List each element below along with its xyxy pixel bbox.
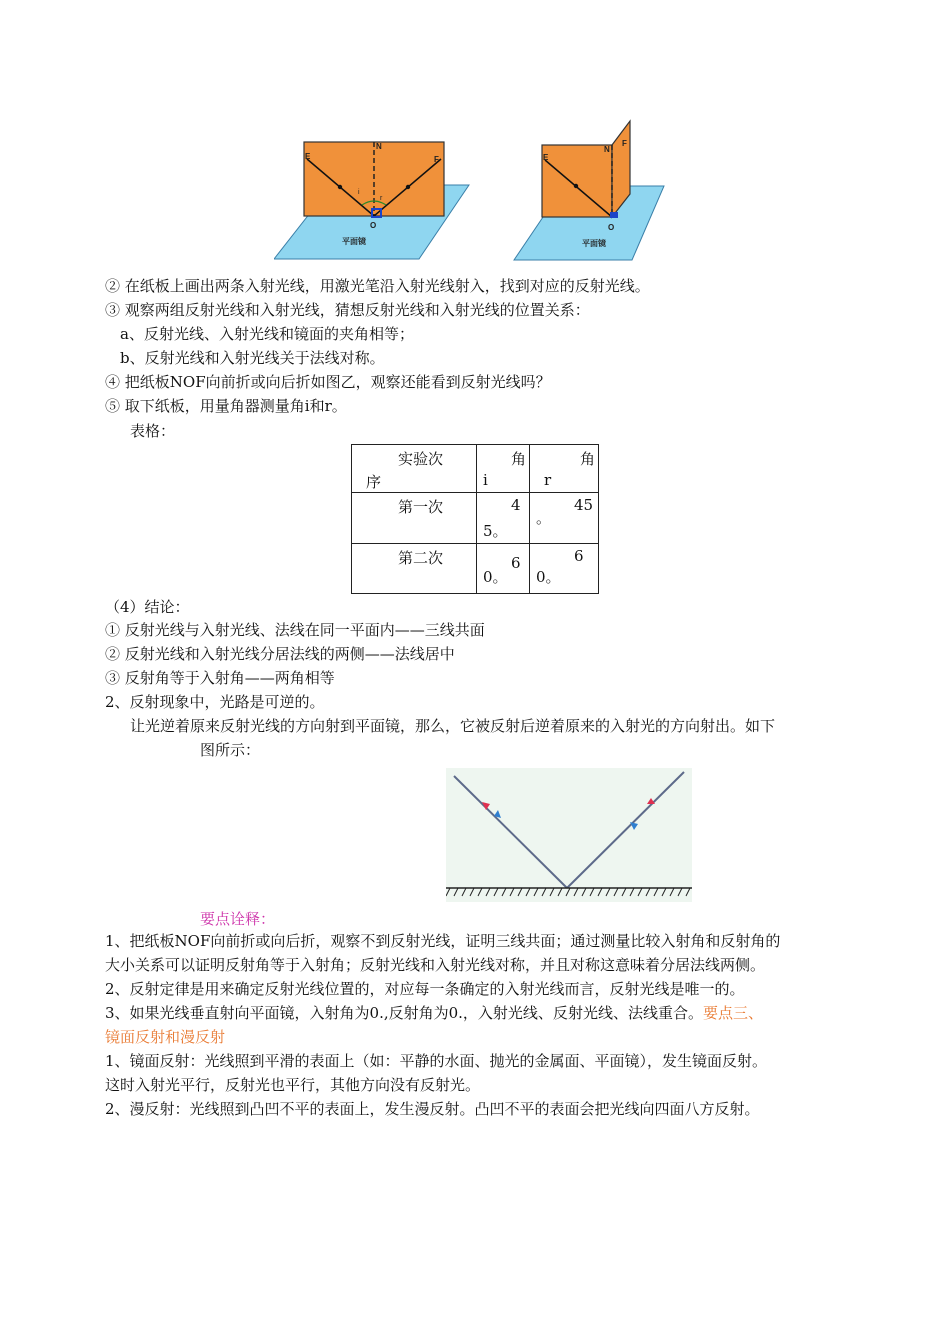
row1-angle-i: 4 5。 bbox=[477, 493, 530, 544]
diffuse-1: 2、漫反射：光线照到凸凹不平的表面上，发生漫反射。凸凹不平的表面会把光线向四面八方反射。 bbox=[105, 1100, 760, 1118]
table-label: 表格： bbox=[130, 422, 176, 440]
step-4: ④ 把纸板NOF向前折或向后折如图乙，观察还能看到反射光线吗？ bbox=[105, 373, 551, 391]
step-3a: a、反射光线、入射光线和镜面的夹角相等； bbox=[120, 325, 414, 343]
mirror-mark bbox=[610, 212, 618, 218]
note-2: 2、反射定律是用来确定反射光线位置的，对应每一条确定的入射光线而言，反射光线是唯一的。 bbox=[105, 980, 745, 998]
conclusion-3: ③ 反射角等于入射角——两角相等 bbox=[105, 669, 335, 687]
note-1: 1、把纸板NOF向前折或向后折，观察不到反射光线，证明三线共面；通过测量比较入射角和反射角的 bbox=[105, 932, 781, 950]
label-F: F bbox=[622, 139, 627, 148]
row1-angle-r: 。 45 bbox=[530, 493, 599, 544]
arrow-dot bbox=[406, 185, 410, 189]
figure-background bbox=[446, 768, 692, 902]
conclusion-1: ① 反射光线与入射光线、法线在同一平面内——三线共面 bbox=[105, 621, 485, 639]
conclusion-2: ② 反射光线和入射光线分居法线的两侧——法线居中 bbox=[105, 645, 455, 663]
conclusion-title: （4）结论： bbox=[105, 598, 190, 616]
label-N: N bbox=[376, 142, 382, 151]
specular-1-cont: 这时入射光平行，反射光也平行，其他方向没有反射光。 bbox=[105, 1076, 481, 1094]
note-3: 3、如果光线垂直射向平面镜，入射角为0.,反射角为0.，入射光线、反射光线、法线重合。要点三、 bbox=[105, 1004, 763, 1022]
specular-1: 1、镜面反射：光线照到平滑的表面上（如：平静的水面、抛光的金属面、平面镜），发生镜面反射。 bbox=[105, 1052, 768, 1070]
row2-angle-i: 6 0。 bbox=[477, 544, 530, 594]
step-3: ③ 观察两组反射光线和入射光线，猜想反射光线和入射光线的位置关系： bbox=[105, 301, 590, 319]
step-5: ⑤ 取下纸板，用量角器测量角i和r。 bbox=[105, 397, 347, 415]
notes-heading: 要点诠释： bbox=[200, 910, 276, 928]
step-2: ② 在纸板上画出两条入射光线，用激光笔沿入射光线射入，找到对应的反射光线。 bbox=[105, 277, 650, 295]
label-mirror: 平面镜 bbox=[582, 239, 606, 248]
step-3b: b、反射光线和入射光线关于法线对称。 bbox=[120, 349, 385, 367]
label-mirror: 平面镜 bbox=[342, 237, 366, 246]
section-heading: 要点三、 bbox=[702, 1004, 763, 1022]
row2-trial: 第二次 bbox=[352, 544, 477, 594]
label-N: N bbox=[604, 145, 610, 154]
label-E: E bbox=[543, 153, 549, 162]
label-O: O bbox=[608, 223, 615, 232]
header-cell-angle-r: 角 r bbox=[530, 445, 599, 493]
header-cell-trial: 实验次 序 bbox=[352, 445, 477, 493]
header-cell-angle-i: 角 i bbox=[477, 445, 530, 493]
reversible-paragraph: 让光逆着原来反射光线的方向射到平面镜，那么，它被反射后逆着原来的入射光的方向射出。如下 bbox=[130, 717, 776, 735]
label-F: F bbox=[434, 155, 439, 164]
row1-trial: 第一次 bbox=[352, 493, 477, 544]
reversible-title: 2、反射现象中，光路是可逆的。 bbox=[105, 693, 325, 711]
figure-reversible-path bbox=[446, 768, 692, 902]
paper-board bbox=[542, 145, 612, 217]
figure-reflection-folded bbox=[512, 118, 667, 264]
arrow-dot bbox=[338, 185, 342, 189]
measurement-table bbox=[351, 444, 599, 594]
row2-angle-r: 6 0。 bbox=[530, 544, 599, 594]
figure-reflection-flat bbox=[274, 137, 474, 263]
section-heading-cont: 镜面反射和漫反射 bbox=[105, 1028, 226, 1046]
label-i: i bbox=[358, 189, 360, 196]
label-O: O bbox=[370, 221, 377, 230]
arrow-dot bbox=[574, 184, 578, 188]
note-1-cont: 大小关系可以证明反射角等于入射角；反射光线和入射光线对称，并且对称这意味着分居法线两侧。 bbox=[105, 956, 766, 974]
label-E: E bbox=[305, 152, 311, 161]
label-r: r bbox=[380, 195, 383, 202]
reversible-paragraph-cont: 图所示： bbox=[200, 741, 261, 759]
